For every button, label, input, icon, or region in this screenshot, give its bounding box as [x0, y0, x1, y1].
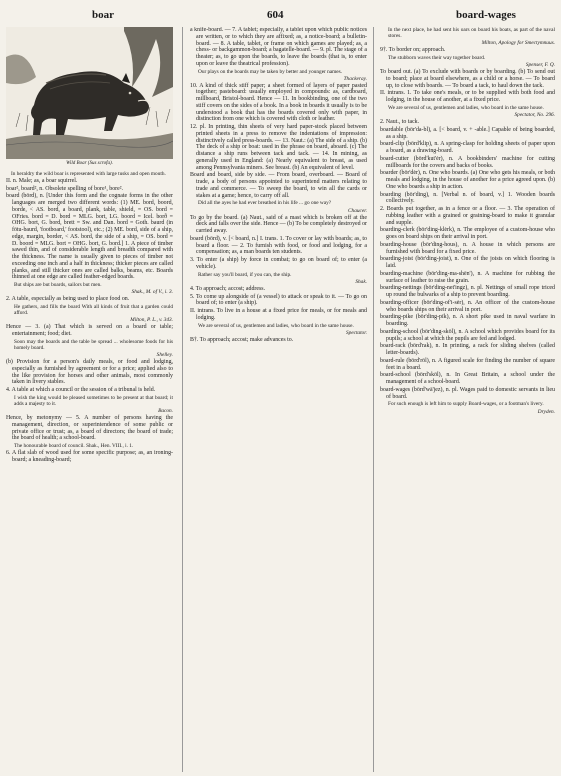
column-rule-left	[182, 27, 183, 772]
dictionary-entry: Shak., M. of V., i. 3.	[131, 289, 173, 296]
dictionary-entry: In heraldry the wild boar is represented with large tusks and open mouth.	[11, 170, 166, 177]
dictionary-entry: To go by the board. (a) Naut., said of a mast which is broken off at the deck and falls over the side. Hence — (b) To be completely destroyed or carried away.	[190, 214, 367, 235]
dictionary-entry: 9†. To border on; approach.	[380, 47, 446, 54]
dictionary-entry: boarding-officer (bōr'ding-of'i-sėr), n. An officer of the custom-house who boards ships on their arrival in port.	[380, 299, 555, 313]
dictionary-entry: Milton, P. L., v. 343.	[130, 317, 173, 324]
dictionary-entry: II. intrans. 1. To take one's meals, or to be supplied with both food and lodging, in the house of another, at a fixed price.	[380, 90, 555, 104]
column-left-entries	[6, 171, 173, 464]
dictionary-entry: 2. Boards put together, as in a fence or a floor. — 3. The operation of rubbing leather with a grained or graining-board to make it granular and supple.	[380, 206, 555, 226]
dictionary-entry: Shelley.	[156, 352, 173, 358]
column-left	[6, 27, 173, 772]
dictionary-entry: 2. Naut., to tack.	[380, 119, 420, 126]
dictionary-entry: (b) Provision for a person's daily meals, or food and lodging, especially as furnished by agreement or for a price; applied also to the like provision for horses and other animals, most commonly taken in livery stables.	[6, 359, 173, 386]
dictionary-entry: boarding-machine (bōr'ding-ma-shēn'), n. A machine for rubbing the surface of leather to raise the grain.	[380, 270, 555, 284]
dictionary-entry: B†. To approach; accost; make advances to.	[190, 336, 294, 343]
dictionary-entry: board-cutter (bōrd'kut'ėr), n. A bookbinders' machine for cutting millboards for the covers and backs of books.	[380, 155, 555, 169]
dictionary-entry: 3. To enter (a ship) by force in combat; to go on board of; to enter (a vehicle).	[190, 257, 367, 270]
dictionary-entry: The honourable board of council. Shak., Hen. VIII., i. 1.	[14, 443, 134, 450]
dictionary-entry: Chaucer.	[348, 207, 367, 214]
dictionary-entry: Spectator.	[345, 329, 367, 336]
wild-boar-engraving	[6, 27, 173, 159]
dictionary-entry: a knife-board. — 7. A tablet; especially, a tablet upon which public notices are written, or to which they are affixed; as, a notice-board; a bulletin-board. — 8. A table, tablet, or frame on which games are played; as, a chess- or backgammon-board; a bagatelle-board. — 9. pl. The stage of a theater; as, to go upon the boards, to leave the boards (that is, to enter upon or leave the theatrical profession).	[190, 27, 367, 67]
dictionary-entry: He gathers, and fills the board With all kinds of fruit that a garden could afford.	[14, 304, 173, 317]
dictionary-entry: II. n. Male; as, a boar squirrel.	[6, 177, 78, 184]
dictionary-entry: To board out. (a) To exclude with boards or by boarding. (b) To send out to board; place at board elsewhere, as a child or a horse. — To board up, to close with boards. — To board a tack, to haul down the tack.	[380, 69, 555, 89]
dictionary-entry: boardable (bōr'da-bl), a. [< board, v. + -able.] Capable of being boarded, as a ship.	[380, 126, 555, 140]
wild-boar-illustration	[6, 27, 173, 159]
dictionary-entry: boarding-pike (bōr'ding-pīk), n. A short pike used in naval warfare in boarding.	[380, 314, 555, 328]
figure-caption: Wild Boar (Sus scrofa).	[66, 161, 113, 166]
dictionary-entry: Did all the ayes he had ever breathed in his life ... go one way?	[198, 200, 332, 207]
page-number: 604	[267, 9, 284, 21]
dictionary-entry: boarding-house (bōr'ding-hous), n. A house in which persons are furnished with board for a fixed price.	[380, 241, 555, 255]
dictionary-entry: Milton, Apology for Smectymnuus.	[481, 40, 555, 47]
dictionary-entry: I wish the king would be pleased sometimes to be present at that board; it adds a majesty to it.	[14, 394, 173, 407]
dictionary-entry: Our plays on the boards may be taken by better and younger names.	[198, 68, 343, 75]
dictionary-entry: 5. To come up alongside of (a vessel) to attack or speak to it. — To go on board of; to enter (a ship).	[190, 293, 367, 307]
dictionary-entry: board (bōrd), n. [Under this form and the cognate forms in the other languages are merged two different words: (1) ME. bord, boord, borde, < AS. bord, a board, plank, table, shield, = OS. bord = OFries. bord = D. bord = MLG. bort, LG. boord = Icel. borð = OHG. bort, G. bord, brett = Sw. and Dan. bord = Goth. baurd (in fōtu-baurd, 'footboard,' footstool), etc.; (2) ME. bord, side of a ship, edge, margin, border, < AS. bord, the side of a ship, = OS. bord = D. boord = MLG. bort = OHG. bort, G. bord.] 1. A piece of timber sawed thin, and of considerable length and breadth compared with the thickness. The name is usually given to pieces of timber not exceeding one inch and a half in thickness; thicker pieces are called planks, and still thicker ones are called balks, beams, etc. Boards thinned at one edge are called feather-edged boards.	[6, 193, 173, 281]
dictionary-entry: But ships are but boards, sailors but men.	[14, 282, 102, 289]
dictionary-entry: Rather say you'll board, if you can, the ship.	[198, 271, 292, 278]
dictionary-entry: Dryden.	[537, 408, 555, 415]
dictionary-entry: 6. A flat slab of wood used for some specific purpose; as, an ironing-board; a kneading-board;	[6, 450, 173, 463]
dictionary-entry: boarding (bōr'ding), n. [Verbal n. of board, v.] 1. Wooden boards collectively.	[380, 191, 555, 205]
dictionary-entry: We are several of us, gentlemen and ladies, who board in the same house.	[388, 104, 544, 111]
dictionary-entry: board (bōrd), v. [< board, n.] I. trans. 1. To cover or lay with boards; as, to board a floor. — 2. To furnish with food, or food and lodging, for a compensation; as, a man boards ten students.	[190, 235, 367, 256]
dictionary-entry: 2. A table, especially as being used to place food on.	[6, 296, 130, 303]
dictionary-entry: II. intrans. To live in a house at a fixed price for meals, or for meals and lodging.	[190, 308, 367, 321]
dictionary-entry: 12. pl. In printing, thin sheets of very hard paper-stock placed between printed sheets in a press to remove the indentations of impression: distinctively called press-boards. — 13. Naut.: (a) The side of a ship. (b) The deck of a ship or boat: used in the phrase on board, aboard. (c) The distance a ship runs between tack and tack. — 14. In mining, as generally used in England: (a) Nearly equivalent to breast, as used among Pennsylvania miners. See breast. (b) An equivalent of level.	[190, 124, 367, 171]
dictionary-entry: boarding-school (bōr'ding-skōl), n. A school which provides board for its pupils; a school at which the pupils are fed and lodged.	[380, 328, 555, 342]
dictionary-entry: Shak.	[355, 278, 367, 285]
dictionary-entry: board-clip (bōrd'klip), n. A spring-clasp for holding sheets of paper upon a board, as a drawing-board.	[380, 141, 555, 155]
dictionary-entry: boarding-joist (bōr'ding-joist), n. One of the joists on which flooring is laid.	[380, 256, 555, 270]
column-right	[380, 27, 555, 772]
dictionary-entry: Hence, by metonymy — 5. A number of persons having the management, direction, or superintendence of some public or private office or trust; as, a board of directors; the board of trade; the board of health; a school-board.	[6, 415, 173, 442]
column-right-entries	[380, 27, 555, 415]
header-left-word: boar	[92, 9, 114, 21]
dictionary-entry: Bacon.	[158, 408, 173, 415]
dictionary-entry: We are several of us, gentlemen and ladies, who board in the same house.	[198, 322, 354, 329]
dictionary-entry: Thackeray.	[343, 75, 367, 82]
header-right-word: board-wages	[456, 9, 516, 21]
dictionary-entry: Spectator, No. 296.	[514, 112, 555, 119]
column-middle-entries	[190, 27, 367, 344]
column-rule-right	[373, 27, 374, 772]
dictionary-entry: board-rack (bōrd'rak), n. In printing, a rack for sliding shelves (called letter-boards).	[380, 343, 555, 357]
dictionary-entry: Board and board, side by side. — From board, overboard. — Board of trade, a body of persons appointed to superintend matters relating to trade and commerce. — To sweep the board, to win all the cards or stakes at a game; hence, to carry off all.	[190, 172, 367, 199]
dictionary-entry: board-school (bōrd'skōl), n. In Great Britain, a school under the management of a school-board.	[380, 372, 555, 386]
dictionary-entry: boarding-nettings (bōr'ding-net'ingz), n. pl. Nettings of small rope triced up round the bulwarks of a ship to prevent boarding.	[380, 285, 555, 299]
dictionary-entry: For such enough is left him to supply Board-wages, or a footman's livery.	[388, 401, 544, 408]
page-header	[0, 9, 561, 23]
dictionary-entry: boarder (bōr'dėr), n. One who boards. (a) One who gets his meals, or both meals and lodging, in the house of another for a price agreed upon. (b) One who boards a ship in action.	[380, 170, 555, 190]
dictionary-entry: 4. To approach; accost; address.	[190, 285, 266, 292]
dictionary-entry: 4. A table at which a council or the session of a tribunal is held.	[6, 387, 156, 394]
dictionary-entry: The stubborn waves their way together board.	[388, 55, 486, 62]
dictionary-entry: boarding-clerk (bōr'ding-klėrk), n. The employee of a custom-house who goes on board ships on their arrival in port.	[380, 227, 555, 241]
dictionary-entry: In the next place, he had sent his oars on board his boats, as part of the naval stores.	[388, 27, 555, 40]
dictionary-entry: boar², board², n. Obsolete spelling of bore¹, bore².	[6, 185, 123, 192]
dictionary-entry: board-wages (bōrd'wā'jez), n. pl. Wages paid to domestic servants in lieu of board.	[380, 386, 555, 400]
dictionary-entry: Hence — 3. (a) That which is served on a board or table; entertainment; food; diet.	[6, 324, 173, 338]
dictionary-entry: Spenser, F. Q.	[525, 62, 555, 69]
column-middle	[190, 27, 367, 772]
dictionary-entry: Soon may the boards and the table be spread ... wholesome foods for his homely board.	[14, 338, 173, 351]
dictionary-entry: board-rule (bōrd'rōl), n. A figured scale for finding the number of square feet in a board.	[380, 357, 555, 371]
dictionary-entry: 10. A kind of thick stiff paper; a sheet formed of layers of paper pasted together; pasteboard: usually employed in compounds: as, cardboard, millboard, Bristol-board. Hence — 11. In bookbinding, one of the two stiff covers on the sides of a book. In a book in boards it usually is to be understood a book that has the boards covered only with paper, in distinction from one which is covered with cloth or leather.	[190, 82, 367, 123]
